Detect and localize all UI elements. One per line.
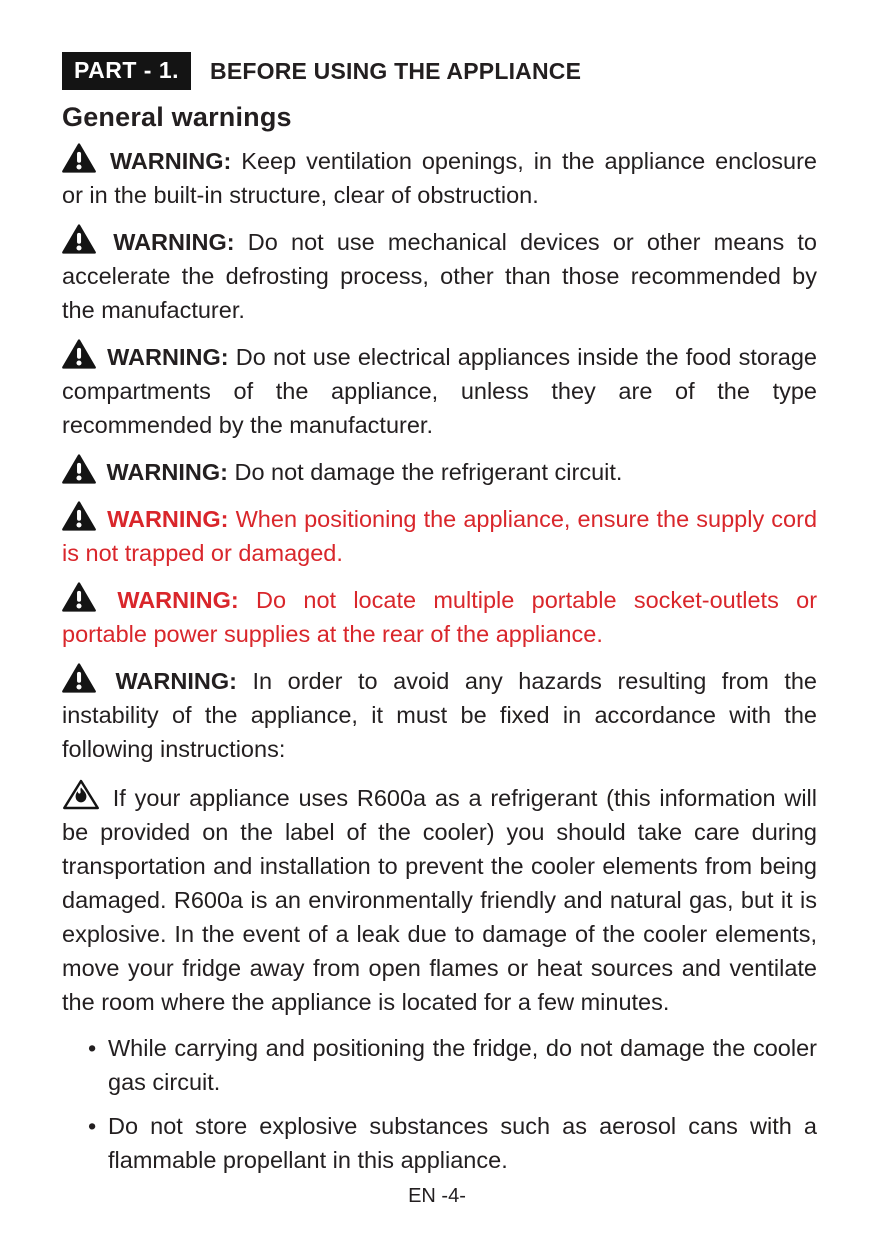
warning-paragraph-red bbox=[62, 582, 817, 651]
warning-label: WARNING: bbox=[109, 148, 232, 174]
warning-triangle-icon bbox=[62, 143, 96, 173]
warning-triangle-icon bbox=[62, 224, 96, 254]
warning-paragraph bbox=[62, 339, 817, 442]
warning-triangle-icon bbox=[62, 454, 96, 484]
warning-paragraph bbox=[62, 224, 817, 327]
warning-triangle-icon bbox=[62, 501, 96, 531]
warning-text: Do not use mechanical devices or other means to accelerate the defrosting process, other than those recommended by the manufacturer. bbox=[62, 229, 817, 323]
warning-label: WARNING: bbox=[106, 459, 228, 485]
warning-text: In order to avoid any hazards resulting from the instability of the appliance, it must be fixed in accordance with the following instructions: bbox=[62, 668, 818, 762]
warning-label: WARNING: bbox=[107, 506, 229, 532]
part-badge: PART - 1. bbox=[62, 52, 191, 90]
warning-text: Do not damage the refrigerant circuit. bbox=[234, 459, 623, 485]
warning-label: WARNING: bbox=[117, 587, 239, 613]
warning-triangle-icon bbox=[62, 339, 96, 369]
warning-paragraph bbox=[62, 143, 817, 212]
warning-triangle-icon bbox=[62, 663, 96, 693]
section-heading: General warnings bbox=[62, 102, 292, 132]
flammable-note-text: If your appliance uses R600a as a refrigerant (this information will be provided on the label of the cooler) you should take care during transportation and installation to prevent the cooler elements from being damaged. R600a is an environmentally friendly and natural gas, but it is explosive. In the event of a leak due to damage of the cooler elements, move your fridge away from open flames or heat sources and ventilate the room where the appliance is located for a few minutes. bbox=[62, 785, 818, 1015]
warning-text: When positioning the appliance, ensure the supply cord is not trapped or damaged. bbox=[62, 506, 818, 566]
flammable-triangle-icon bbox=[62, 778, 100, 811]
part-title: BEFORE USING THE APPLIANCE bbox=[210, 57, 582, 84]
warning-label: WARNING: bbox=[107, 344, 229, 370]
warning-text: Do not use electrical appliances inside the food storage compartments of the appliance, unless they are of the type recommended by the manufacturer. bbox=[62, 344, 817, 438]
page-header bbox=[62, 52, 817, 90]
bullet-item bbox=[62, 1031, 817, 1099]
bullet-item bbox=[62, 1109, 817, 1177]
bullet-text: Do not store explosive substances such as aerosol cans with a flammable propellant in this appliance. bbox=[108, 1113, 817, 1173]
warning-label: WARNING: bbox=[115, 668, 237, 694]
flammable-note-paragraph bbox=[62, 778, 817, 1019]
page-number: EN -4- bbox=[408, 1185, 466, 1207]
warning-label: WARNING: bbox=[113, 229, 235, 255]
bullet-marker: • bbox=[88, 1113, 97, 1139]
warning-paragraph bbox=[62, 663, 817, 766]
warning-triangle-icon bbox=[62, 582, 96, 612]
warning-text: Keep ventilation openings, in the appliance enclosure or in the built-in structure, clear of obstruction. bbox=[62, 148, 817, 208]
bullet-marker: • bbox=[88, 1035, 97, 1061]
warning-paragraph bbox=[62, 454, 817, 489]
warning-text: Do not locate multiple portable socket-outlets or portable power supplies at the rear of the appliance. bbox=[62, 587, 818, 647]
warning-paragraph-red bbox=[62, 501, 817, 570]
bullet-text: While carrying and positioning the fridge, do not damage the cooler gas circuit. bbox=[108, 1035, 817, 1095]
